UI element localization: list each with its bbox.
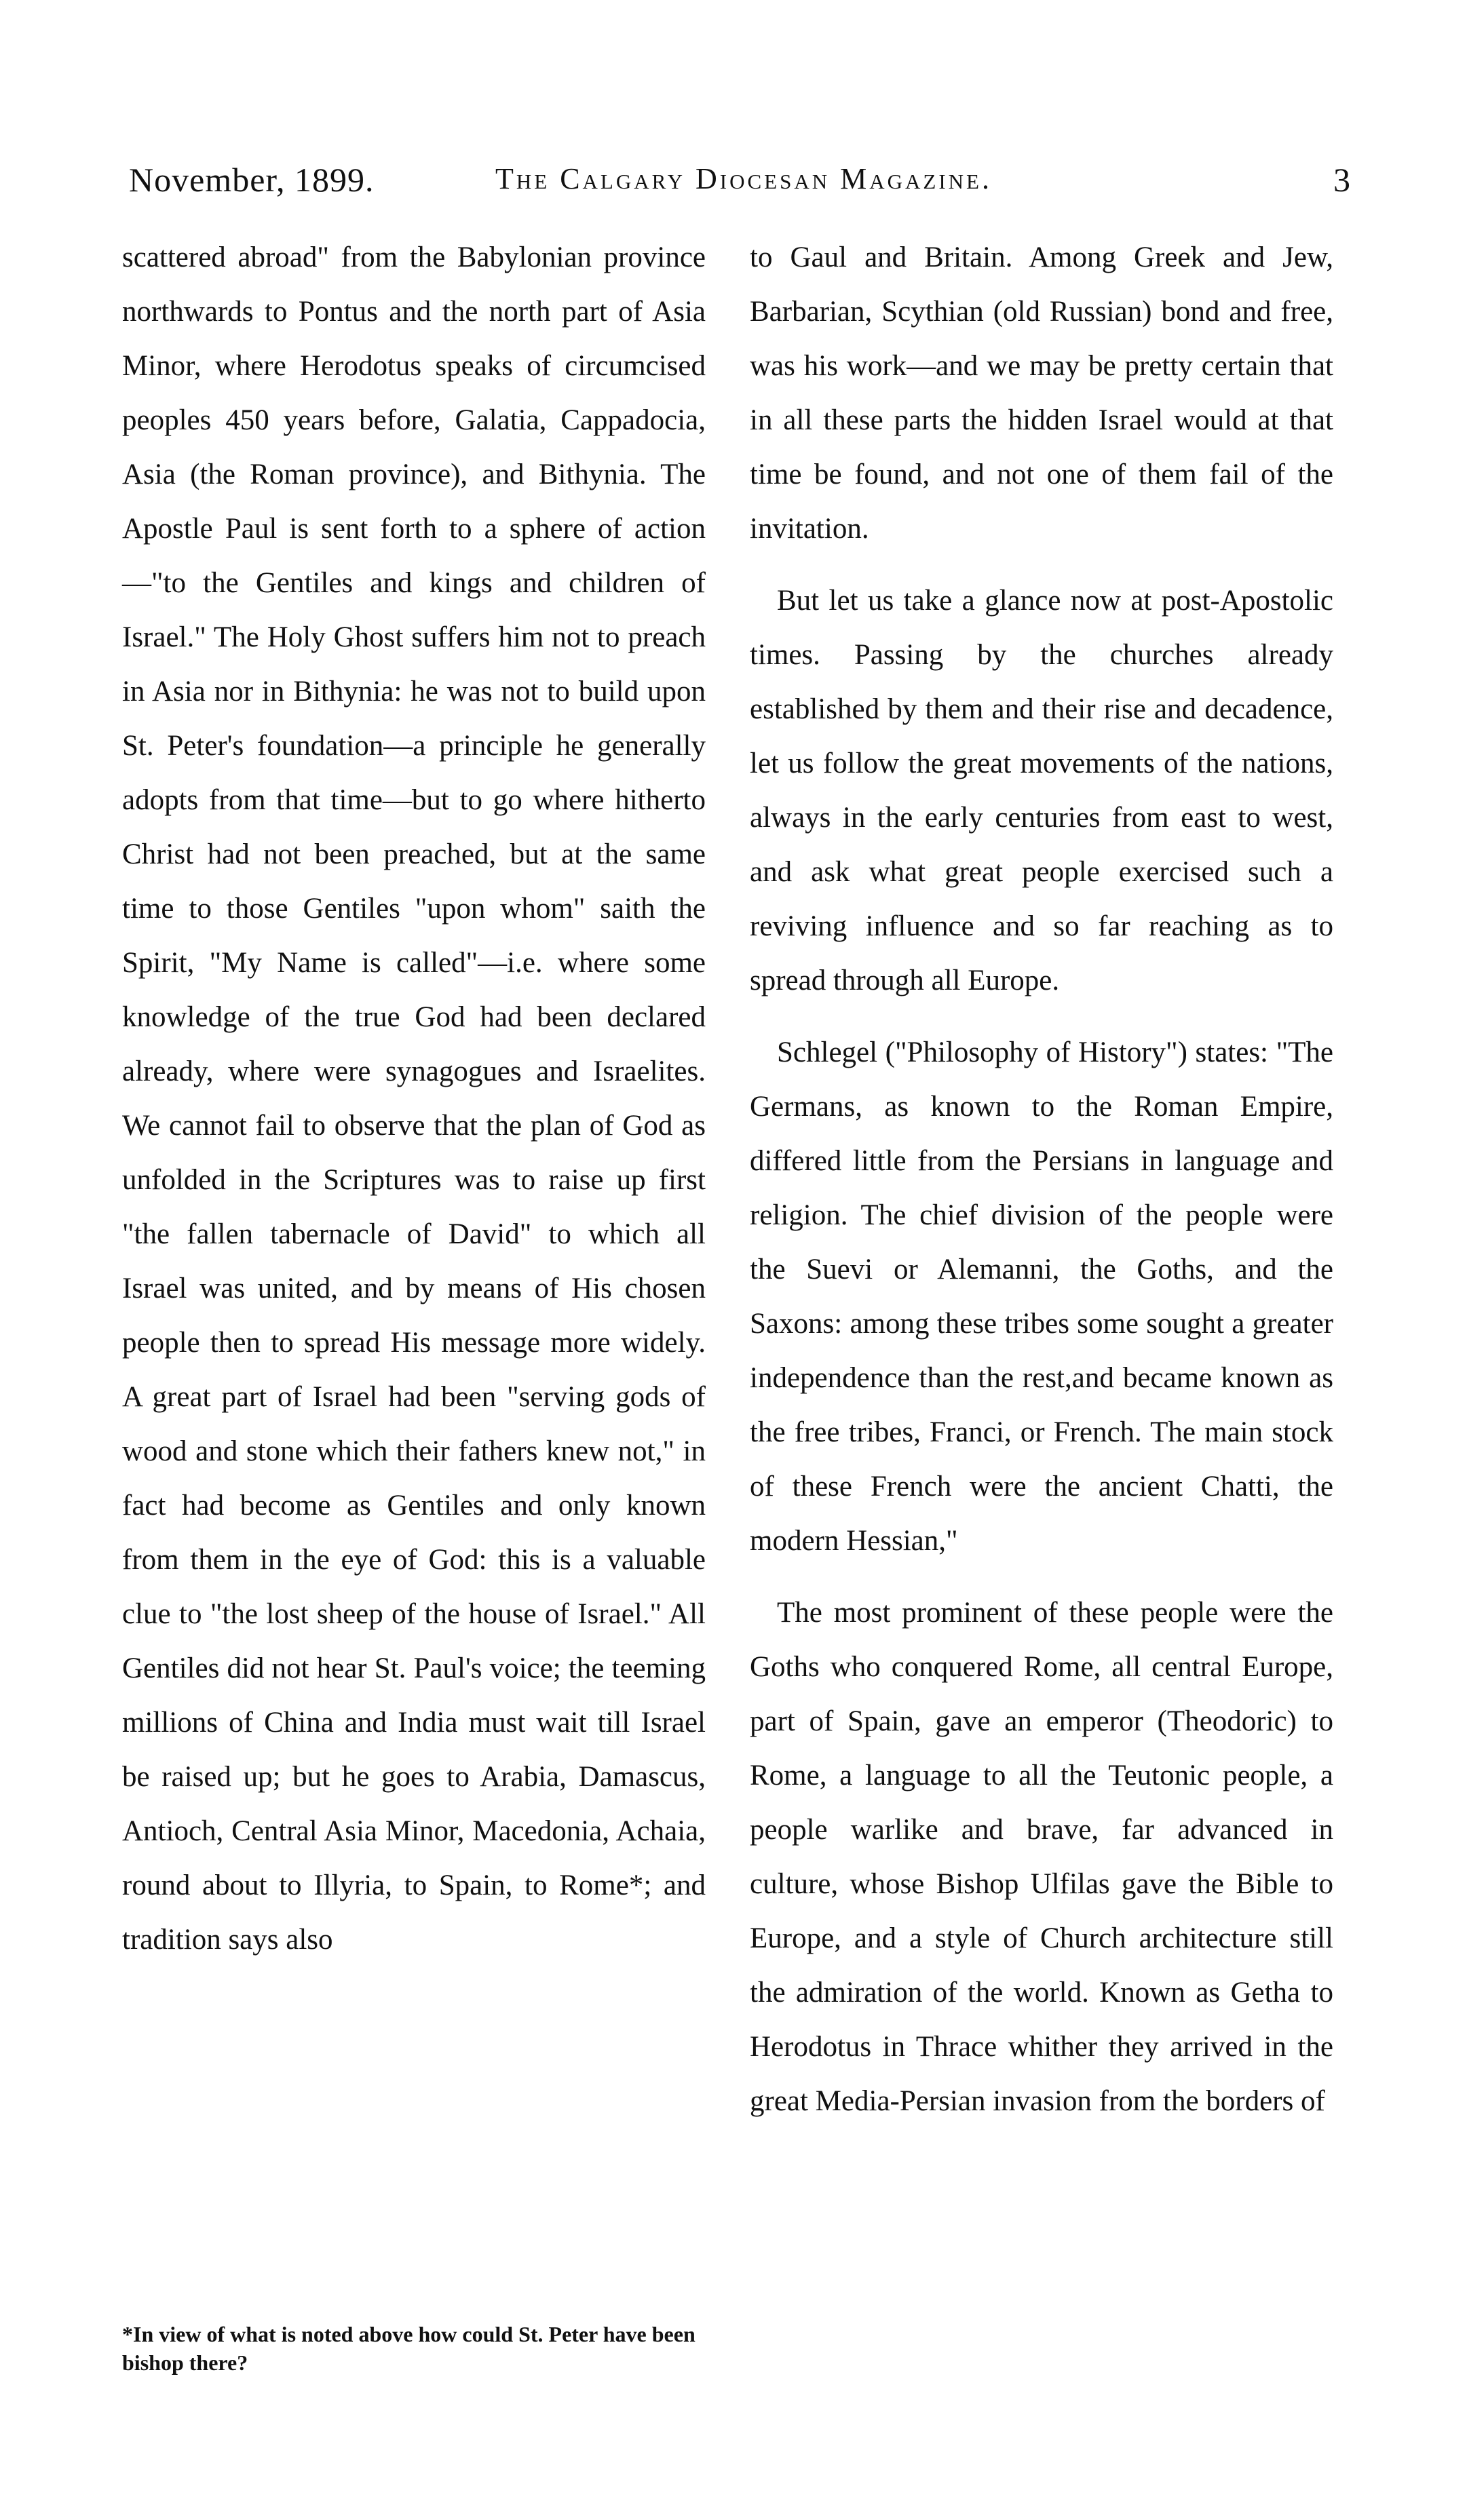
paragraph-gap (750, 556, 1333, 574)
page-header (129, 160, 1350, 208)
left-column (122, 231, 706, 1967)
right-paragraph-1: to Gaul and Britain. Among Greek and Jew, Barbarian, Scythian (old Russian) bond and free, was his work—and we may be pretty certain that in all these parts the hidden Israel would at that time be found, and not one of them fail of the invitation. (750, 241, 1333, 545)
magazine-title: The Calgary Diocesan Magazine. (495, 162, 992, 195)
page-number: 3 (1333, 161, 1350, 199)
paragraph-gap (750, 1568, 1333, 1586)
right-paragraph-3: Schlegel ("Philosophy of History") states: "The Germans, as known to the Roman Empire, differed little from the Persians in language and religion. The chief division of the people were the Suevi or Alemanni, the Goths, and the Saxons: among these tribes some sought a greater independence than the rest,and became known as the free tribes, Franci, or French. The main stock of these French were the ancient Chatti, the modern Hessian," (750, 1036, 1333, 1557)
left-paragraph-1: scattered abroad" from the Babylonian province northwards to Pontus and the north part of Asia Minor, where Herodotus speaks of circumcised peoples 450 years before, Galatia, Cappadocia, Asia (the Roman province), and Bithynia. The Apostle Paul is sent forth to a sphere of action—"to the Gentiles and kings and children of Israel." The Holy Ghost suffers him not to preach in Asia nor in Bithynia: he was not to build upon St. Peter's foundation—a principle he generally adopts from that time—but to go where hitherto Christ had not been preached, but at the same time to those Gentiles "upon whom" saith the Spirit, "My Name is called"—i.e. where some knowledge of the true God had been declared already, where were synagogues and Israelites. We cannot fail to observe that the plan of God as unfolded in the Scriptures was to raise up first "the fallen tabernacle of David" to which all Israel was united, and by means of His chosen people then to spread His message more widely. A great part of Israel had been "serving gods of wood and stone which their fathers knew not," in fact had become as Gentiles and only known from them in the eye of God: this is a valuable clue to "the lost sheep of the house of Israel." All Gentiles did not hear St. Paul's voice; the teeming millions of China and India must wait till Israel be raised up; but he goes to Arabia, Damascus, Antioch, Central Asia Minor, Macedonia, Achaia, round about to Illyria, to Spain, to Rome*; and tradition says also (122, 241, 706, 1956)
right-paragraph-2: But let us take a glance now at post-Apostolic times. Passing by the churches already established by them and their rise and decadence, let us follow the great movements of the nations, always in the early centuries from east to west, and ask what great people exercised such a reviving influence and so far reaching as to spread through all Europe. (750, 585, 1333, 996)
footnote: *In view of what is noted above how could St. Peter have been bishop there? (122, 2322, 696, 2375)
issue-date: November, 1899. (129, 161, 375, 199)
right-paragraph-4: The most prominent of these people were the Goths who conquered Rome, all central Europe, part of Spain, gave an emperor (Theodoric) to Rome, a language to all the Teutonic people, a people warlike and brave, far advanced in culture, whose Bishop Ulfilas gave the Bible to Europe, and a style of Church architecture still the admiration of the world. Known as Getha to Herodotus in Thrace whither they arrived in the great Media-Persian invasion from the borders of (750, 1597, 1333, 2117)
paragraph-gap (750, 1008, 1333, 1026)
right-column (750, 231, 1333, 2129)
